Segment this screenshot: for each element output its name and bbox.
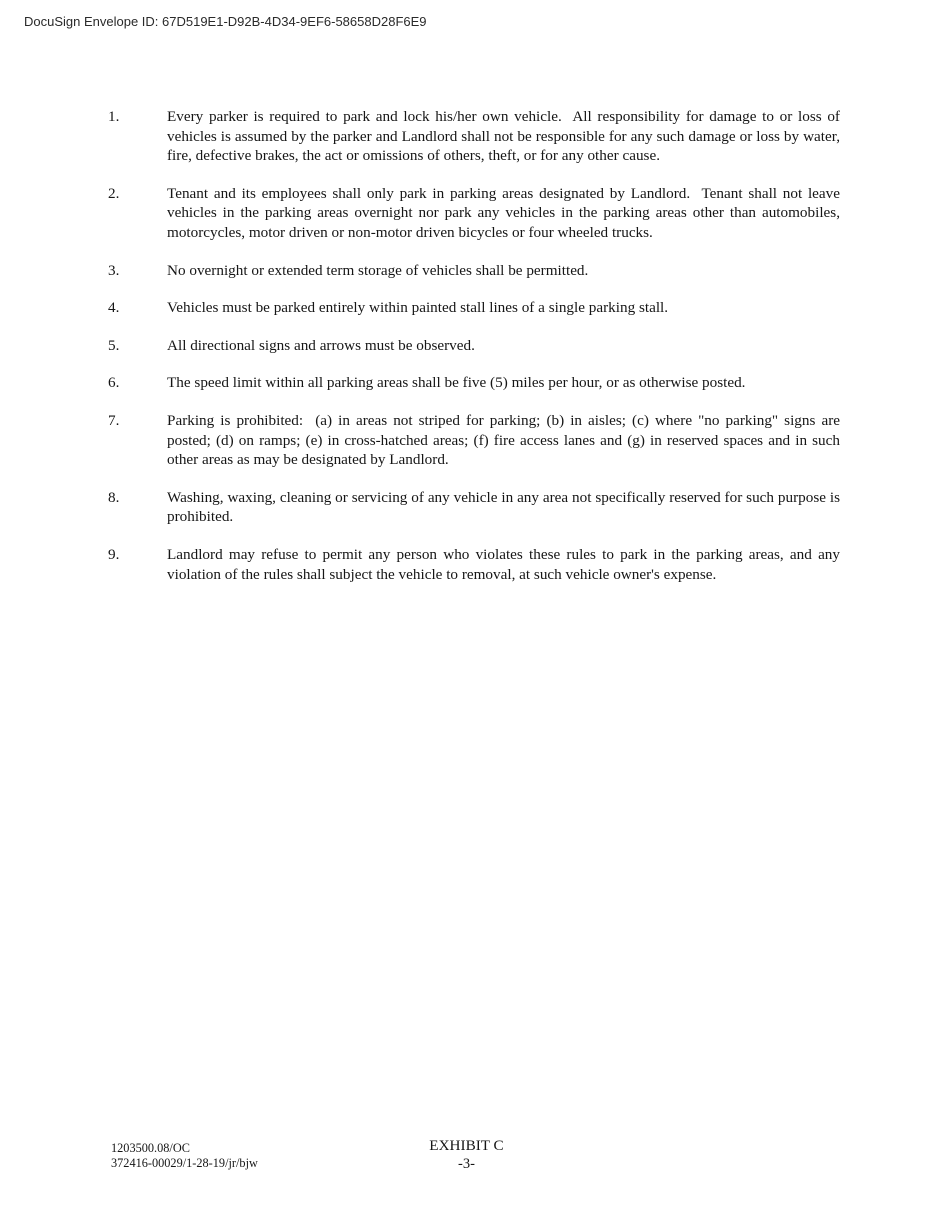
page-number: -3-	[458, 1156, 475, 1172]
rule-item-2	[108, 184, 844, 243]
docusign-envelope-id: DocuSign Envelope ID: 67D519E1-D92B-4D34-9EF6-58658D28F6E9	[24, 14, 427, 29]
rule-item-9	[108, 545, 844, 584]
rule-number: 7.	[108, 411, 120, 429]
rule-item-5	[108, 336, 840, 356]
rule-number: 5.	[108, 336, 120, 354]
rule-text: Every parker is required to park and lock his/her own vehicle. All responsibility for damage to or loss of vehicles is assumed by the parker and Landlord shall not be responsible for any such damage or loss by water, fire, defective brakes, the act or omissions of others, theft, or for any other cause.	[167, 108, 844, 165]
file-reference-line-2: 372416-00029/1-28-19/jr/bjw	[111, 1155, 258, 1170]
exhibit-label: EXHIBIT C	[429, 1137, 504, 1154]
rule-number: 1.	[108, 108, 120, 125]
rule-item-1	[108, 107, 844, 166]
rule-number: 3.	[108, 261, 120, 279]
rule-text: The speed limit within all parking areas shall be five (5) miles per hour, or as otherwise posted.	[167, 374, 746, 392]
rule-text: All directional signs and arrows must be observed.	[167, 336, 475, 354]
rule-item-8	[108, 488, 844, 527]
rule-item-4	[108, 298, 840, 318]
rule-number: 4.	[108, 299, 120, 317]
rule-text: Landlord may refuse to permit any person who violates these rules to park in the parking areas, and any violation of the rules shall subject the vehicle to removal, at such vehicle owner's expense.	[167, 545, 844, 583]
file-reference-line-1: 1203500.08/OC	[111, 1141, 190, 1155]
rule-text: No overnight or extended term storage of vehicles shall be permitted.	[167, 261, 589, 279]
rule-number: 8.	[108, 488, 120, 506]
rule-number: 2.	[108, 184, 120, 202]
rule-text: Vehicles must be parked entirely within painted stall lines of a single parking stall.	[167, 299, 669, 317]
rule-text: Washing, waxing, cleaning or servicing of any vehicle in any area not specifically reserved for such purpose is prohibited.	[167, 488, 844, 526]
rule-text: Tenant and its employees shall only park in parking areas designated by Landlord. Tenant shall not leave vehicles in the parking areas overnight nor park any vehicles in the parking areas other than automobiles, motorcycles, motor driven or non-motor driven bicycles or four wheeled trucks.	[167, 184, 844, 241]
rule-item-3	[108, 261, 840, 281]
rule-number: 9.	[108, 545, 120, 563]
parking-rules-list	[108, 107, 844, 602]
rule-item-7	[108, 411, 844, 470]
footer-exhibit-block	[0, 1136, 933, 1174]
rule-text: Parking is prohibited: (a) in areas not striped for parking; (b) in aisles; (c) where "no parking" signs are posted; (d) on ramps; (e) in cross-hatched areas; (f) fire access lanes and (g) in reserved spaces and in such other areas as may be designated by Landlord.	[167, 411, 844, 469]
rule-number: 6.	[108, 374, 120, 392]
rule-item-6	[108, 373, 840, 393]
